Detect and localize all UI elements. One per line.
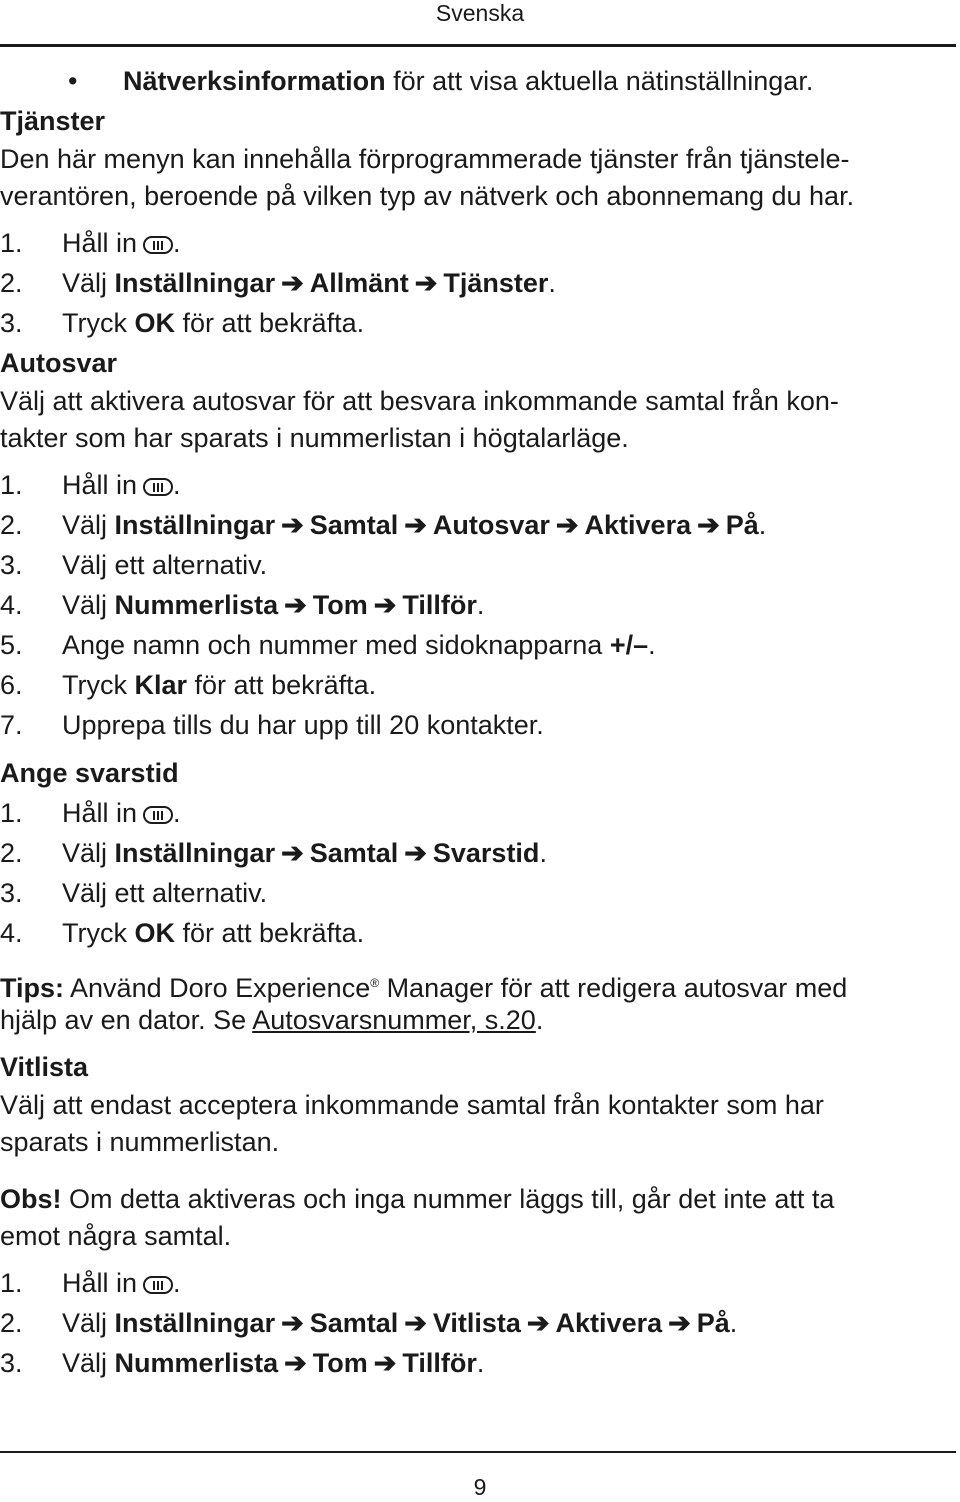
paragraph-line: takter som har sparats i nummerlistan i högtalarläge.	[0, 423, 629, 453]
step: 4. Välj Nummerlista ➔ Tom ➔ Tillför.	[0, 585, 950, 625]
paragraph-line: Välj att endast acceptera inkommande samtal från kontakter som har	[0, 1090, 824, 1120]
step: 2. Välj Inställningar ➔ Samtal ➔ Autosvar ➔ Aktivera ➔ På.	[0, 505, 950, 545]
step: 6. Tryck Klar för att bekräfta.	[0, 670, 377, 700]
document-body	[0, 61, 950, 1383]
section-title-autosvar: Autosvar	[0, 348, 118, 378]
note-line: Obs! Om detta aktiveras och inga nummer läggs till, går det inte att ta	[0, 1184, 835, 1214]
step: 3. Välj ett alternativ.	[0, 878, 268, 908]
step: 7. Upprepa tills du har upp till 20 kontakter.	[0, 710, 544, 740]
arrow-right-icon: ➔	[404, 510, 427, 540]
step: 1. Håll in .	[0, 470, 181, 500]
tips-line: hjälp av en dator. Se Autosvarsnummer, s.20.	[0, 1005, 544, 1035]
section-title-vitlista: Vitlista	[0, 1052, 89, 1082]
section-title-tjanster: Tjänster	[0, 106, 106, 136]
step: 3. Välj Nummerlista ➔ Tom ➔ Tillför.	[0, 1343, 950, 1383]
section-title-svarstid: Ange svarstid	[0, 758, 179, 788]
paragraph-line: sparats i nummerlistan.	[0, 1127, 280, 1157]
arrow-right-icon: ➔	[668, 1308, 691, 1338]
menu-button-icon	[143, 806, 173, 824]
page-header-language: Svenska	[435, 0, 525, 26]
step: 2. Välj Inställningar ➔ Samtal ➔ Svarstid.	[0, 833, 950, 873]
step: 1. Håll in .	[0, 798, 181, 828]
arrow-right-icon: ➔	[281, 838, 304, 868]
bullet-item	[0, 61, 950, 101]
step: 4. Tryck OK för att bekräfta.	[0, 918, 365, 948]
arrow-right-icon: ➔	[284, 590, 307, 620]
step: 1. Håll in .	[0, 228, 181, 258]
arrow-right-icon: ➔	[404, 1308, 427, 1338]
paragraph-line: Välj att aktivera autosvar för att besvara inkommande samtal från kon-	[0, 386, 839, 416]
note-line: emot några samtal.	[0, 1221, 232, 1251]
arrow-right-icon: ➔	[284, 1348, 307, 1378]
bullet-text: för att visa aktuella nätinställningar.	[385, 66, 814, 96]
arrow-right-icon: ➔	[555, 510, 579, 540]
menu-button-icon	[143, 1276, 173, 1294]
menu-button-icon	[143, 478, 173, 496]
arrow-right-icon: ➔	[281, 1308, 304, 1338]
arrow-right-icon: ➔	[281, 268, 304, 298]
bullet-dot: •	[68, 66, 78, 96]
note-label: Obs!	[0, 1184, 62, 1214]
arrow-right-icon: ➔	[414, 268, 438, 298]
step: 5. Ange namn och nummer med sidoknapparna +/–.	[0, 630, 656, 660]
tips-label: Tips:	[0, 973, 65, 1003]
header-rule	[0, 44, 956, 47]
arrow-right-icon: ➔	[373, 1348, 397, 1378]
bullet-bold: Nätverksinformation	[123, 66, 386, 96]
registered-mark: ®	[370, 976, 380, 990]
menu-button-icon	[143, 236, 173, 254]
step: 1. Håll in .	[0, 1268, 181, 1298]
step: 2. Välj Inställningar ➔ Samtal ➔ Vitlista ➔ Aktivera ➔ På.	[0, 1303, 950, 1343]
paragraph-line: verantören, beroende på vilken typ av nätverk och abonnemang du har.	[0, 181, 855, 211]
arrow-right-icon: ➔	[697, 510, 720, 540]
paragraph-line: Den här menyn kan innehålla förprogrammerade tjänster från tjänstele-	[0, 144, 850, 174]
cross-reference-link[interactable]: Autosvarsnummer, s.20	[252, 1005, 536, 1035]
arrow-right-icon: ➔	[404, 838, 427, 868]
arrow-right-icon: ➔	[281, 510, 304, 540]
page-number: 9	[473, 1474, 487, 1500]
arrow-right-icon: ➔	[526, 1308, 550, 1338]
tips-line: Tips: Använd Doro Experience® Manager för att redigera autosvar med	[0, 973, 848, 1003]
arrow-right-icon: ➔	[373, 590, 397, 620]
step: 3. Tryck OK för att bekräfta.	[0, 308, 365, 338]
step: 2. Välj Inställningar ➔ Allmänt ➔ Tjänster.	[0, 263, 950, 303]
step: 3. Välj ett alternativ.	[0, 550, 268, 580]
footer-rule	[0, 1451, 956, 1453]
